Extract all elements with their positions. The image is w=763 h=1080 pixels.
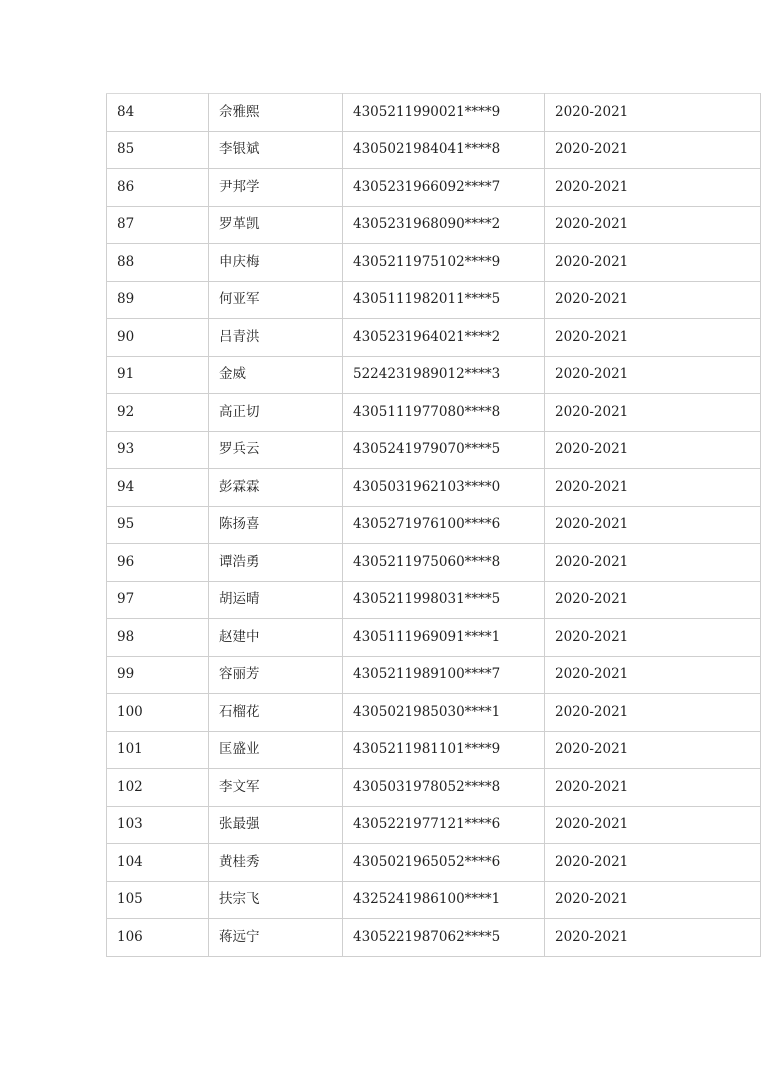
roster-table-body (107, 94, 761, 957)
table-row (107, 431, 761, 469)
name-cell: 吕青洪 (209, 319, 343, 357)
name-cell: 何亚军 (209, 281, 343, 319)
id-number-cell: 4305221987062****5 (343, 919, 545, 957)
id-number-cell: 4305211975102****9 (343, 244, 545, 282)
row-number-cell: 91 (107, 356, 209, 394)
id-number-cell: 4305231964021****2 (343, 319, 545, 357)
year-cell: 2020-2021 (545, 919, 761, 957)
row-number-cell: 84 (107, 94, 209, 132)
year-cell: 2020-2021 (545, 131, 761, 169)
row-number-cell: 106 (107, 919, 209, 957)
id-number-cell: 4305211975060****8 (343, 544, 545, 582)
table-row (107, 356, 761, 394)
year-cell: 2020-2021 (545, 844, 761, 882)
name-cell: 佘雅熙 (209, 94, 343, 132)
name-cell: 罗兵云 (209, 431, 343, 469)
table-row (107, 881, 761, 919)
name-cell: 彭霖霖 (209, 469, 343, 507)
table-row (107, 581, 761, 619)
name-cell: 黄桂秀 (209, 844, 343, 882)
id-number-cell: 4305021965052****6 (343, 844, 545, 882)
id-number-cell: 4305231966092****7 (343, 169, 545, 207)
id-number-cell: 4305211989100****7 (343, 656, 545, 694)
year-cell: 2020-2021 (545, 94, 761, 132)
table-row (107, 619, 761, 657)
row-number-cell: 95 (107, 506, 209, 544)
name-cell: 蒋远宁 (209, 919, 343, 957)
id-number-cell: 4305021984041****8 (343, 131, 545, 169)
name-cell: 张最强 (209, 806, 343, 844)
id-number-cell: 4305111982011****5 (343, 281, 545, 319)
row-number-cell: 89 (107, 281, 209, 319)
year-cell: 2020-2021 (545, 806, 761, 844)
table-row (107, 469, 761, 507)
row-number-cell: 87 (107, 206, 209, 244)
year-cell: 2020-2021 (545, 319, 761, 357)
table-row (107, 656, 761, 694)
name-cell: 申庆梅 (209, 244, 343, 282)
name-cell: 匡盛业 (209, 731, 343, 769)
id-number-cell: 4305211998031****5 (343, 581, 545, 619)
row-number-cell: 92 (107, 394, 209, 432)
id-number-cell: 4305271976100****6 (343, 506, 545, 544)
table-row (107, 731, 761, 769)
roster-table (106, 93, 761, 957)
name-cell: 赵建中 (209, 619, 343, 657)
table-row (107, 769, 761, 807)
year-cell: 2020-2021 (545, 769, 761, 807)
year-cell: 2020-2021 (545, 544, 761, 582)
name-cell: 李文军 (209, 769, 343, 807)
year-cell: 2020-2021 (545, 244, 761, 282)
year-cell: 2020-2021 (545, 619, 761, 657)
row-number-cell: 100 (107, 694, 209, 732)
name-cell: 石榴花 (209, 694, 343, 732)
id-number-cell: 4305031962103****0 (343, 469, 545, 507)
row-number-cell: 98 (107, 619, 209, 657)
name-cell: 李银斌 (209, 131, 343, 169)
row-number-cell: 99 (107, 656, 209, 694)
table-row (107, 919, 761, 957)
id-number-cell: 5224231989012****3 (343, 356, 545, 394)
year-cell: 2020-2021 (545, 206, 761, 244)
id-number-cell: 4305021985030****1 (343, 694, 545, 732)
year-cell: 2020-2021 (545, 506, 761, 544)
table-row (107, 169, 761, 207)
id-number-cell: 4305111977080****8 (343, 394, 545, 432)
id-number-cell: 4305221977121****6 (343, 806, 545, 844)
name-cell: 陈扬喜 (209, 506, 343, 544)
row-number-cell: 85 (107, 131, 209, 169)
row-number-cell: 104 (107, 844, 209, 882)
row-number-cell: 94 (107, 469, 209, 507)
table-row (107, 544, 761, 582)
id-number-cell: 4305031978052****8 (343, 769, 545, 807)
year-cell: 2020-2021 (545, 169, 761, 207)
name-cell: 高正切 (209, 394, 343, 432)
year-cell: 2020-2021 (545, 581, 761, 619)
table-row (107, 131, 761, 169)
table-row (107, 394, 761, 432)
name-cell: 容丽芳 (209, 656, 343, 694)
year-cell: 2020-2021 (545, 281, 761, 319)
table-row (107, 319, 761, 357)
table-row (107, 281, 761, 319)
year-cell: 2020-2021 (545, 356, 761, 394)
year-cell: 2020-2021 (545, 731, 761, 769)
name-cell: 罗革凯 (209, 206, 343, 244)
row-number-cell: 103 (107, 806, 209, 844)
table-row (107, 94, 761, 132)
year-cell: 2020-2021 (545, 656, 761, 694)
id-number-cell: 4305111969091****1 (343, 619, 545, 657)
row-number-cell: 101 (107, 731, 209, 769)
name-cell: 扶宗飞 (209, 881, 343, 919)
name-cell: 尹邦学 (209, 169, 343, 207)
row-number-cell: 88 (107, 244, 209, 282)
name-cell: 胡运晴 (209, 581, 343, 619)
id-number-cell: 4305231968090****2 (343, 206, 545, 244)
year-cell: 2020-2021 (545, 431, 761, 469)
year-cell: 2020-2021 (545, 469, 761, 507)
name-cell: 谭浩勇 (209, 544, 343, 582)
row-number-cell: 96 (107, 544, 209, 582)
table-row (107, 694, 761, 732)
table-row (107, 206, 761, 244)
table-row (107, 844, 761, 882)
row-number-cell: 102 (107, 769, 209, 807)
row-number-cell: 86 (107, 169, 209, 207)
name-cell: 金威 (209, 356, 343, 394)
row-number-cell: 93 (107, 431, 209, 469)
id-number-cell: 4325241986100****1 (343, 881, 545, 919)
year-cell: 2020-2021 (545, 881, 761, 919)
table-row (107, 244, 761, 282)
id-number-cell: 4305211981101****9 (343, 731, 545, 769)
row-number-cell: 90 (107, 319, 209, 357)
table-row (107, 506, 761, 544)
id-number-cell: 4305241979070****5 (343, 431, 545, 469)
row-number-cell: 97 (107, 581, 209, 619)
year-cell: 2020-2021 (545, 694, 761, 732)
row-number-cell: 105 (107, 881, 209, 919)
roster-table-container (106, 93, 757, 957)
table-row (107, 806, 761, 844)
id-number-cell: 4305211990021****9 (343, 94, 545, 132)
year-cell: 2020-2021 (545, 394, 761, 432)
